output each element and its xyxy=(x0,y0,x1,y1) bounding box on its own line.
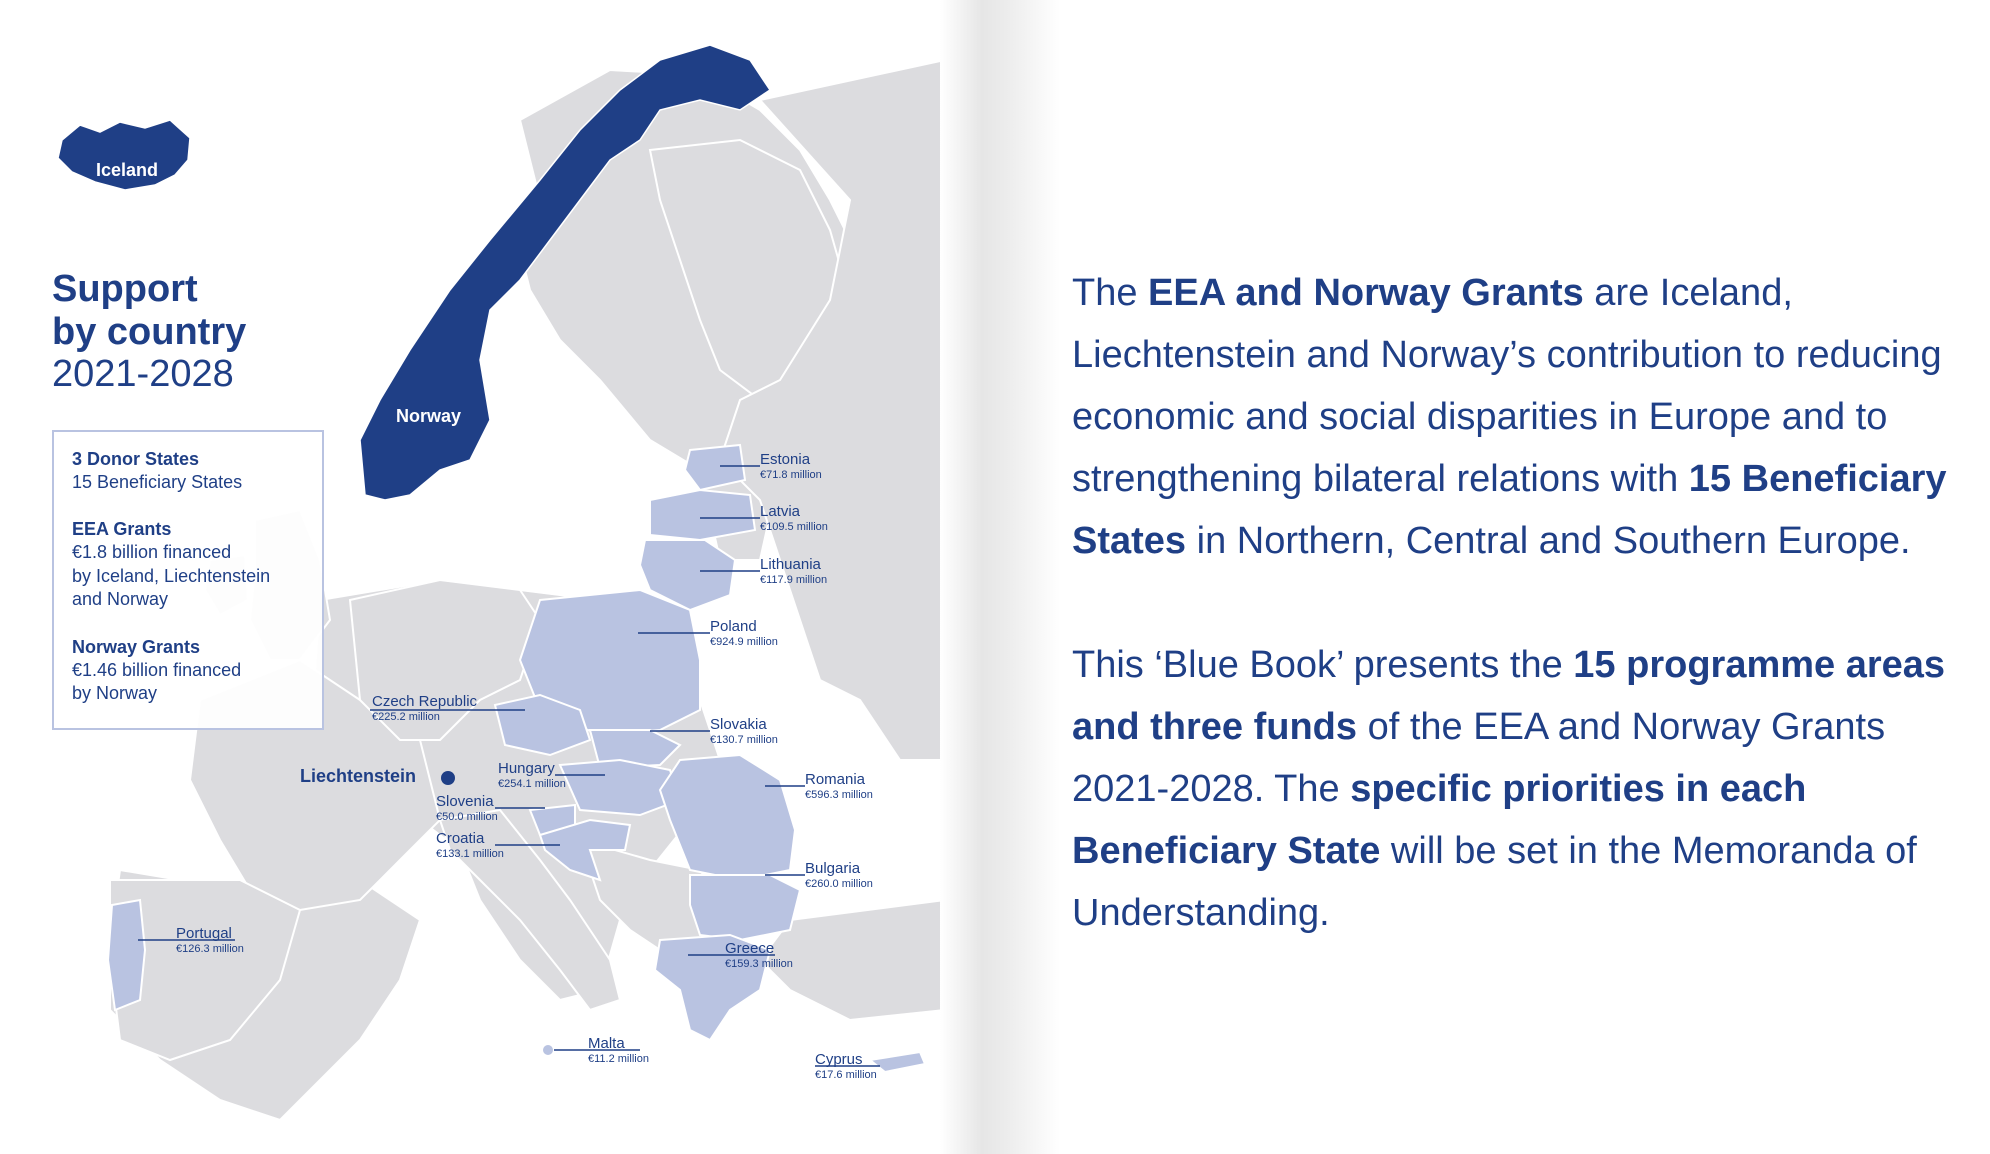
malta-name: Malta xyxy=(588,1035,625,1052)
slovenia-name: Slovenia xyxy=(436,793,494,810)
slovenia-amount: €50.0 million xyxy=(436,810,498,823)
p2-text-2: of the EEA and Norway Grants 2021-2028. The xyxy=(1072,706,1886,810)
czech-republic-label xyxy=(372,694,477,723)
left-page-map xyxy=(0,0,945,1154)
p2-bold-2: specific priorities in each Beneficiary State xyxy=(1072,768,1807,872)
p2-text-1: This ‘Blue Book’ presents the xyxy=(1072,644,1574,686)
norway-grants-block xyxy=(72,636,304,706)
malta-shape xyxy=(542,1044,554,1056)
slovenia-label xyxy=(436,794,498,823)
beneficiary-count: 15 Beneficiary States xyxy=(72,471,243,492)
liechtenstein-label: Liechtenstein xyxy=(300,766,417,786)
bulgaria-amount: €260.0 million xyxy=(805,877,873,890)
intro-paragraph-2 xyxy=(1072,634,1952,944)
norway-grants-line-1: €1.46 billion financed xyxy=(72,659,242,680)
greece-name: Greece xyxy=(725,940,775,957)
intro-text xyxy=(1072,262,1952,1006)
donor-states-title: 3 Donor States xyxy=(72,449,200,469)
slovakia-name: Slovakia xyxy=(710,716,767,733)
page-gutter xyxy=(940,0,1060,1154)
portugal-label xyxy=(176,926,244,955)
hungary-name: Hungary xyxy=(498,760,555,777)
croatia-name: Croatia xyxy=(436,830,485,847)
poland-label xyxy=(710,619,778,648)
greece-amount: €159.3 million xyxy=(725,957,793,970)
cyprus-shape xyxy=(870,1052,925,1072)
romania-shape xyxy=(660,755,795,880)
estonia-name: Estonia xyxy=(760,451,811,468)
liechtenstein-marker xyxy=(441,771,455,785)
p2-text-3: will be set in the Memoranda of Understanding. xyxy=(1072,830,1917,934)
latvia-name: Latvia xyxy=(760,503,801,520)
latvia-label xyxy=(760,504,828,533)
latvia-amount: €109.5 million xyxy=(760,520,828,533)
cyprus-amount: €17.6 million xyxy=(815,1068,877,1081)
cyprus-label xyxy=(815,1052,877,1081)
czech-republic-amount: €225.2 million xyxy=(372,710,440,723)
greece-label xyxy=(725,941,793,970)
portugal-shape xyxy=(108,900,145,1010)
norway-grants-title: Norway Grants xyxy=(72,637,201,657)
poland-amount: €924.9 million xyxy=(710,635,778,648)
eea-grants-title: EEA Grants xyxy=(72,519,172,540)
czech-republic-name: Czech Republic xyxy=(372,693,478,710)
support-heading xyxy=(52,268,246,396)
portugal-name: Portugal xyxy=(176,925,232,942)
slovakia-amount: €130.7 million xyxy=(710,733,778,746)
p1-text-3: in Northern, Central and Southern Europe. xyxy=(1186,520,1911,562)
donor-states-block xyxy=(72,448,304,494)
hungary-amount: €254.1 million xyxy=(498,777,566,790)
lithuania-label xyxy=(760,557,827,586)
eea-grants-block xyxy=(72,518,304,612)
croatia-amount: €133.1 million xyxy=(436,847,504,860)
romania-amount: €596.3 million xyxy=(805,788,873,801)
cyprus-name: Cyprus xyxy=(815,1051,863,1068)
croatia-label xyxy=(436,831,504,860)
norway-label: Norway xyxy=(396,406,462,426)
lithuania-name: Lithuania xyxy=(760,556,821,573)
norway-grants-line-2: by Norway xyxy=(72,683,158,704)
p1-text-2: are Iceland, Liechtenstein and Norway’s contribution to reducing economic and social disparities in Europe and to strengthening bilateral relations with xyxy=(1072,272,1942,500)
p2-bold-1: 15 programme areas and three funds xyxy=(1072,644,1946,748)
portugal-amount: €126.3 million xyxy=(176,942,244,955)
slovakia-label xyxy=(710,717,778,746)
malta-amount: €11.2 million xyxy=(588,1052,649,1065)
lithuania-amount: €117.9 million xyxy=(760,573,828,586)
poland-name: Poland xyxy=(710,618,757,635)
latvia-shape xyxy=(650,490,755,540)
bulgaria-name: Bulgaria xyxy=(805,860,861,877)
bulgaria-shape xyxy=(690,875,800,940)
eea-grants-line-3: and Norway xyxy=(72,589,169,610)
summary-box xyxy=(52,430,324,730)
estonia-label xyxy=(760,452,822,481)
heading-period: 2021-2028 xyxy=(52,353,234,396)
intro-paragraph-1 xyxy=(1072,262,1952,572)
p1-bold-1: EEA and Norway Grants xyxy=(1148,272,1584,314)
eea-grants-line-2: by Iceland, Liechtenstein xyxy=(72,565,271,586)
estonia-amount: €71.8 million xyxy=(760,468,822,481)
heading-line-1: Support xyxy=(52,268,198,310)
malta-label xyxy=(588,1036,649,1065)
romania-label xyxy=(805,772,873,801)
romania-name: Romania xyxy=(805,771,866,788)
hungary-label xyxy=(498,761,566,790)
eea-grants-line-1: €1.8 billion financed xyxy=(72,541,232,562)
iceland-label: Iceland xyxy=(96,160,159,180)
p1-text-1: The xyxy=(1072,272,1149,314)
bulgaria-label xyxy=(805,861,873,890)
heading-line-2: by country xyxy=(52,310,247,353)
p1-bold-2: 15 Beneficiary States xyxy=(1072,458,1947,562)
